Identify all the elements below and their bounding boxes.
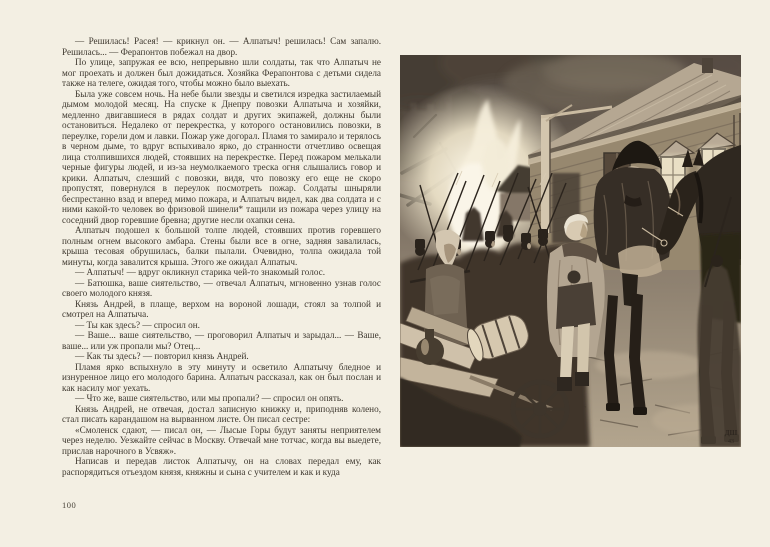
- paragraph: Была уже совсем ночь. На небе были звезды и светился изредка застилаемый дымом молодой месяц. На спуске к Днепру повозки Алпатыча и хозяйки, медленно двигавшиеся в рядах солдат и других экипажей, должны были остановиться. Недалеко от перекрестка, у которого остановились повозки, в переулке, горели дом и лавки. Пожар уже догорал. Пламя то замирало и терялось в черном дыме, то вдруг вспыхивало ярко, до странности отчетливо освещая лица столпившихся людей, стоявших на перекрестке. Перед пожаром мелькали черные фигуры людей, и из-за неумолкаемого треска огня слышались говор и крики. Алпатыч, слезший с повозки, видя, что повозку его еще не скоро пропустят, повернулся в переулок посмотреть пожар. Солдаты шныряли беспрестанно взад и вперед мимо пожара, и Алпатыч видел, как два солдата и с ними какой-то человек во фризовой шинели* тащили из пожара через улицу на соседний двор горевшие бревна; другие несли охапки сена.: [62, 88, 381, 225]
- book-illustration: [400, 55, 741, 447]
- paragraph: — Что же, ваше сиятельство, или мы пропали? — спросил он опять.: [75, 393, 344, 403]
- paragraph: Написав и передав листок Алпатычу, он на словах передал ему, как распорядиться отъездом князя, княжны и сына с учителем и как и куда: [62, 456, 381, 477]
- page-number: 100: [62, 500, 77, 510]
- paragraph: Алпатыч подошел к большой толпе людей, стоявших против горевшего полным огнем высокого амбара. Стены были все в огне, задняя завалилась, крыша тесовая обрушилась, балки пылали. Очевидно, толпа ожидала той минуты, когда завалится крыша. Этого же ожидал Алпатыч.: [62, 225, 381, 267]
- paragraph: По улице, запружая ее всю, непрерывно шли солдаты, так что Алпатыч не мог проехать и должен был дожидаться. Хозяйка Ферапонтова с детьми сидела также на телеге, ожидая того, чтобы можно было выехать.: [62, 57, 381, 88]
- saddle-leg: [618, 246, 662, 277]
- paragraph: — Как ты здесь? — повторил князь Андрей.: [75, 351, 249, 361]
- monogram-year: 43: [728, 439, 734, 445]
- paragraph: Князь Андрей, в плаще, верхом на вороной лошади, стоял за толпой и смотрел на Алпатыча.: [62, 298, 381, 319]
- paragraph: Князь Андрей, не отвечая, достал записную книжку и, приподняв колено, стал писать карандашом на вырванном листе. Он писал сестре:: [62, 403, 381, 424]
- paragraph: — Ваше... ваше сиятельство, — проговорил Алпатыч и зарыдал... — Ваше, ваше... или уж пропали мы? Отец...: [62, 330, 381, 351]
- monogram-initials: ДШ: [724, 429, 738, 437]
- paragraph: — Решилась! Расея! — крикнул он. — Алпатыч! решилась! Сам запалю. Решилась... — Ферапонтов побежал на двор.: [62, 36, 381, 57]
- chimney: [702, 58, 713, 73]
- paragraph: — Ты как здесь? — спросил он.: [75, 319, 200, 330]
- paragraph: — Батюшка, ваше сиятельство, — отвечал Алпатыч, мгновенно узнав голос своего молодого князя.: [62, 277, 381, 298]
- text-column: [62, 36, 381, 477]
- paragraph: Пламя ярко вспыхнуло в эту минуту и осветило Алпатычу бледное и изнуренное лицо его молодого барина. Алпатыч рассказал, как он был послан и как насилу мог уехать.: [62, 361, 381, 393]
- paragraph: «Смоленск сдают, — писал он, — Лысые Горы будут заняты неприятелем через неделю. Уезжайте сейчас в Москву. Отвечай мне тотчас, когда вы выедете, прислав нарочного в Усвяж».: [62, 424, 381, 456]
- paragraph: — Алпатыч! — вдруг окликнул старика чей-то знакомый голос.: [75, 267, 326, 277]
